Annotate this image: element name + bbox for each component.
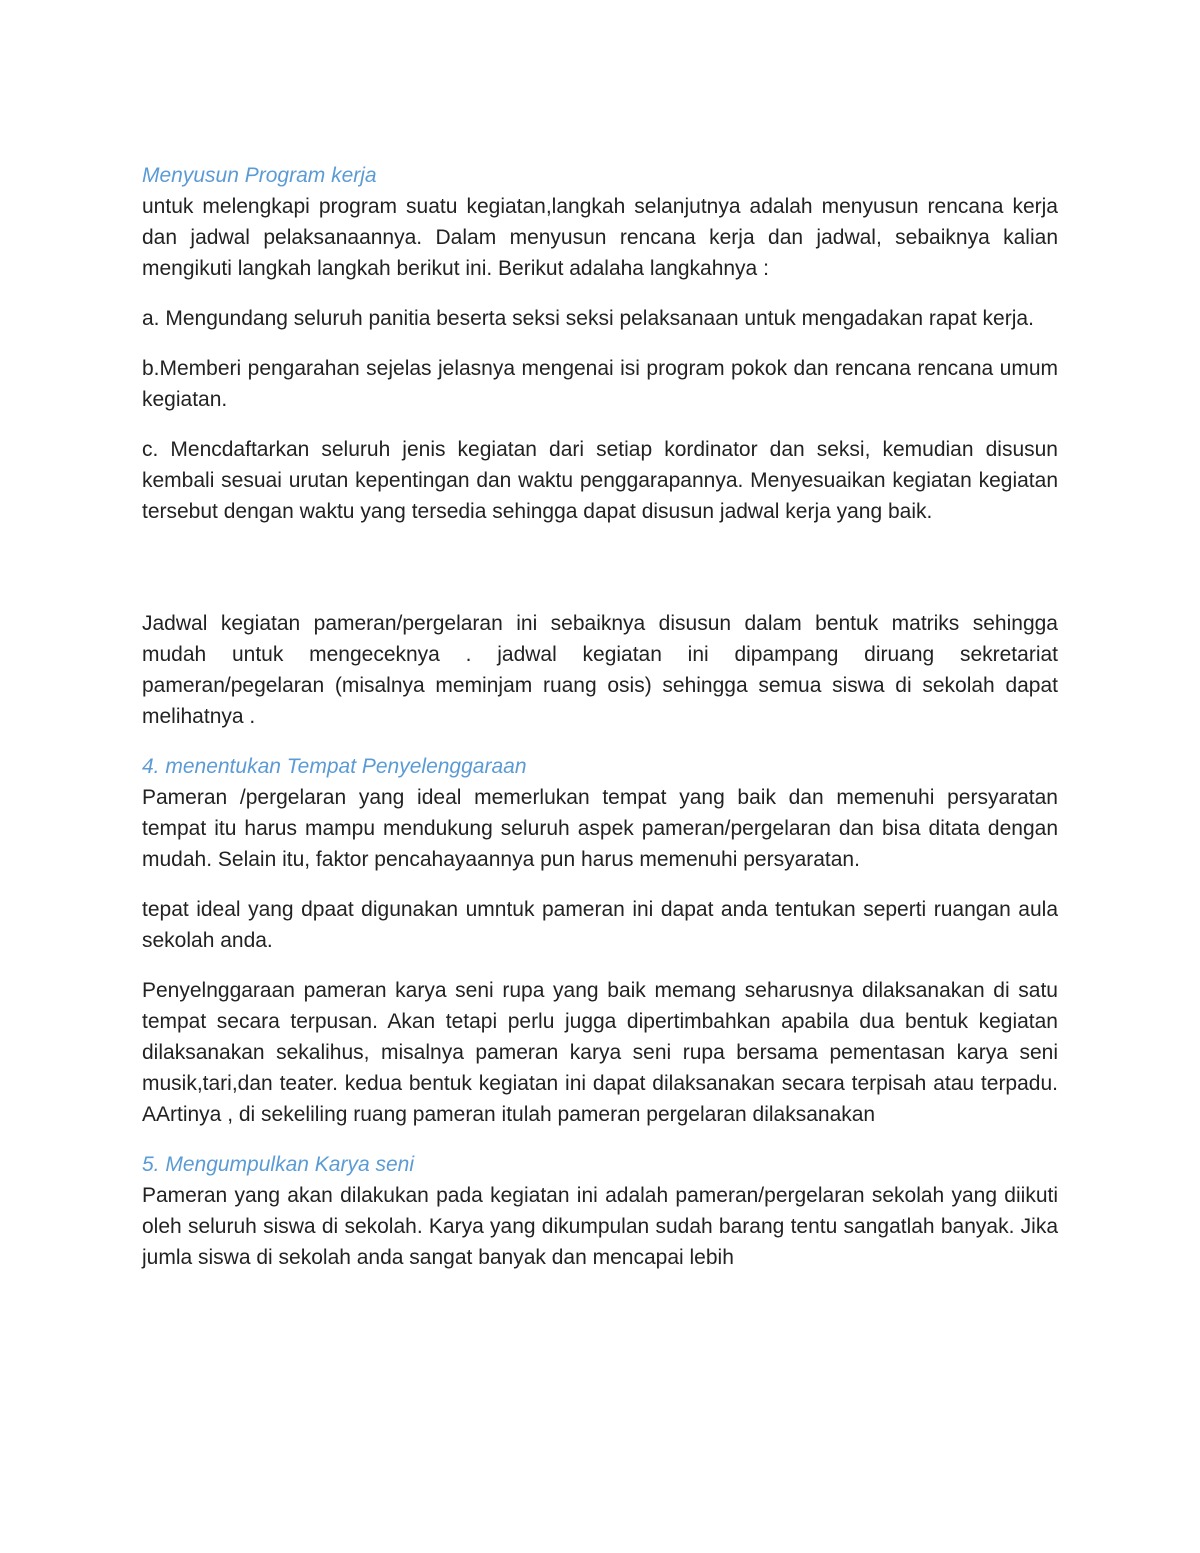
paragraph-step-b: b.Memberi pengarahan sejelas jelasnya mengenai isi program pokok dan rencana rencana umum kegiatan. bbox=[142, 357, 1058, 411]
paragraph-step-c: c. Mencdaftarkan seluruh jenis kegiatan dari setiap kordinator dan seksi, kemudian disusun kembali sesuai urutan kepentingan dan waktu penggarapannya. Menyesuaikan kegiatan kegiatan tersebut dengan waktu yang tersedia sehingga dapat disusun jadwal kerja yang baik. bbox=[142, 438, 1058, 523]
paragraph-step-a: a. Mengundang seluruh panitia beserta seksi seksi pelaksanaan untuk mengadakan rapat kerja. bbox=[142, 307, 1034, 330]
paragraph-schedule: Jadwal kegiatan pameran/pergelaran ini sebaiknya disusun dalam bentuk matriks sehingga mudah untuk mengeceknya . jadwal kegiatan ini dipampang diruang sekretariat pameran/pegelaran (misalnya meminjam ruang osis) sehingga semua siswa di sekolah dapat melihatnya . bbox=[142, 612, 1058, 728]
document-page bbox=[142, 160, 1058, 1292]
section-heading-tempat: 4. menentukan Tempat Penyelenggaraan bbox=[142, 755, 527, 778]
blank-line bbox=[142, 546, 1058, 608]
paragraph-intro: untuk melengkapi program suatu kegiatan,langkah selanjutnya adalah menyusun rencana kerja dan jadwal pelaksanaannya. Dalam menyusun rencana kerja dan jadwal, sebaiknya kalian mengikuti langkah langkah berikut ini. Berikut adalaha langkahnya : bbox=[142, 195, 1058, 280]
section-heading-karya-seni: 5. Mengumpulkan Karya seni bbox=[142, 1153, 414, 1176]
paragraph-karya-seni-1: Pameran yang akan dilakukan pada kegiatan ini adalah pameran/pergelaran sekolah yang diikuti oleh seluruh siswa di sekolah. Karya yang dikumpulan sudah barang tentu sangatlah banyak. Jika jumla siswa di sekolah anda sangat banyak dan mencapai lebih bbox=[142, 1184, 1058, 1269]
paragraph-tempat-2: tepat ideal yang dpaat digunakan umntuk pameran ini dapat anda tentukan seperti ruangan aula sekolah anda. bbox=[142, 898, 1058, 952]
paragraph-tempat-3: Penyelnggaraan pameran karya seni rupa yang baik memang seharusnya dilaksanakan di satu tempat secara terpusan. Akan tetapi perlu jugga dipertimbahkan apabila dua bentuk kegiatan dilaksanakan sekalihus, misalnya pameran karya seni rupa bersama pementasan karya seni musik,tari,dan teater. kedua bentuk kegiatan ini dapat dilaksanakan secara terpisah atau terpadu. AArtinya , di sekeliling ruang pameran itulah pameran pergelaran dilaksanakan bbox=[142, 979, 1058, 1126]
paragraph-tempat-1: Pameran /pergelaran yang ideal memerlukan tempat yang baik dan memenuhi persyaratan tempat itu harus mampu mendukung seluruh aspek pameran/pergelaran dan bisa ditata dengan mudah. Selain itu, faktor pencahayaannya pun harus memenuhi persyaratan. bbox=[142, 786, 1058, 871]
section-heading-program-kerja: Menyusun Program kerja bbox=[142, 164, 377, 187]
